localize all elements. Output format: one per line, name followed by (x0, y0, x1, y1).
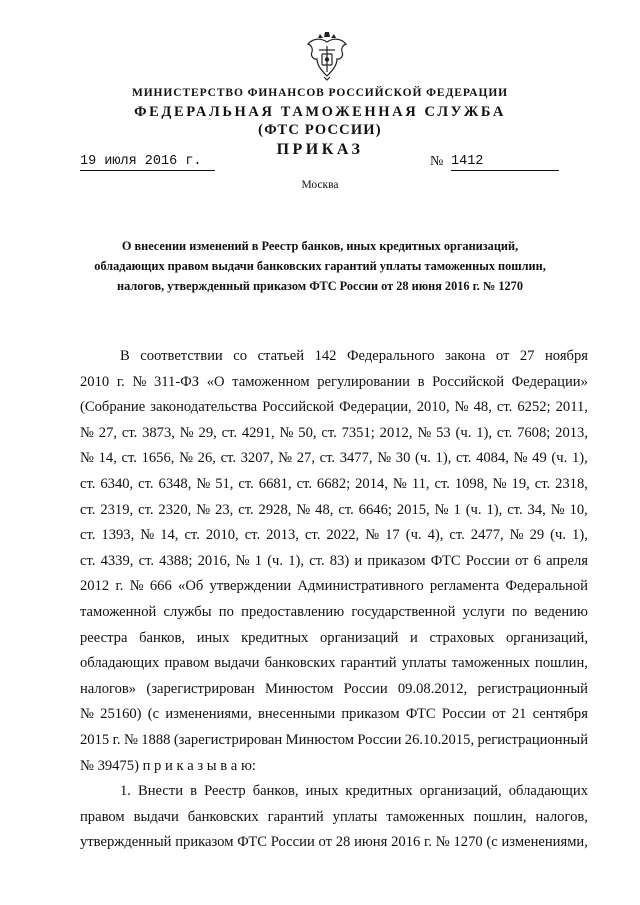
body-word: г. (116, 373, 125, 390)
body-word: по (218, 603, 234, 620)
body-word: налогов» (80, 680, 137, 697)
body-word: 48, (473, 399, 492, 416)
body-word: 27, (98, 424, 118, 441)
body-line (80, 574, 588, 600)
body-word: ст. (319, 450, 336, 467)
body-word: 1), (435, 450, 452, 467)
body-word: соответствии (140, 348, 223, 364)
body-word: организаций, (506, 629, 588, 646)
body-word: к (176, 757, 188, 774)
document-body (80, 344, 588, 856)
body-word: 26.10.2015, (404, 731, 475, 748)
body-word: и (354, 552, 363, 569)
body-word: 1 (254, 552, 263, 569)
body-word: ы (206, 757, 221, 774)
body-word: изменениями, (501, 834, 588, 851)
body-word: № (492, 475, 507, 492)
body-word: иных (196, 629, 230, 646)
body-line (80, 344, 588, 370)
body-word: банков, (252, 783, 299, 800)
title-line: налогов, утвержденный приказом ФТС России от 28 июня 2016 г. № 1270 (117, 279, 523, 293)
body-word: правом (80, 808, 125, 825)
body-word: 6681, (258, 475, 292, 492)
number-label: № (430, 154, 444, 169)
body-word: (зарегистрирован (173, 731, 283, 748)
body-line (80, 600, 588, 626)
body-word: со (233, 348, 248, 364)
body-word: ст. (304, 527, 321, 544)
body-word: 6252; (517, 399, 551, 416)
body-word: № (296, 501, 311, 518)
body-line (80, 626, 588, 652)
ministry-name: МИНИСТЕРСТВО ФИНАНСОВ РОССИЙСКОЙ ФЕДЕРАЦИИ (131, 87, 509, 99)
body-word: ст. (449, 527, 465, 544)
title-line: О внесении изменений в Реестр банков, иных кредитных организаций, (121, 239, 519, 253)
body-word: Реестр (204, 783, 246, 800)
body-word: 3873, (142, 424, 175, 441)
body-word: 2318, (555, 475, 588, 492)
body-word: налогов, (535, 808, 588, 825)
body-word: гарантий (267, 808, 324, 825)
body-word: обладающих (80, 655, 160, 672)
body-line (80, 779, 588, 805)
body-line (80, 728, 588, 754)
coat-of-arms-emblem (305, 32, 349, 82)
body-word: ст. (220, 450, 236, 467)
body-line (80, 549, 588, 575)
body-word: ст. (434, 475, 450, 492)
body-word: 26, (197, 450, 216, 467)
body-word: В (120, 348, 130, 364)
body-word: (зарегистрирован (146, 680, 255, 697)
body-word: г. (112, 731, 121, 748)
body-word: 2022, (326, 527, 360, 544)
body-word: уплаты (401, 655, 447, 672)
body-word: № (365, 527, 380, 544)
body-word: 1656, (141, 450, 175, 467)
body-line (80, 472, 588, 498)
body-word: закона (445, 348, 486, 364)
body-word: Административного (297, 578, 424, 595)
body-line (80, 805, 588, 831)
body-word: № (435, 834, 450, 851)
body-word: (ч. (465, 501, 482, 518)
body-word: 6682; (316, 475, 351, 492)
body-word: 2010, (416, 399, 450, 416)
body-word: «Об (178, 578, 204, 595)
body-word: 2319, (100, 501, 134, 518)
body-word: 27, (296, 450, 315, 467)
body-word: 4388; (159, 552, 193, 569)
body-word: в (417, 373, 425, 390)
body-word: страховых (429, 629, 495, 646)
body-word: 39475) (97, 757, 143, 774)
body-word: от (492, 706, 506, 723)
body-word: ст. (221, 424, 237, 441)
body-word: (ч. (415, 450, 431, 467)
body-line (80, 651, 588, 677)
body-word: 1), (288, 552, 305, 569)
body-word: № (417, 424, 432, 441)
body-word: обладающих (508, 783, 588, 800)
body-word: ст. (138, 501, 154, 518)
body-word: кредитных (241, 629, 309, 646)
order-number: 1412 (451, 154, 559, 171)
body-word: 25160) (100, 706, 142, 723)
body-word: и (165, 757, 177, 774)
body-word: ст. (321, 424, 337, 441)
body-word: Федерации» (511, 373, 588, 390)
body-word: в (220, 757, 231, 774)
body-word: ст. (121, 424, 138, 441)
body-word: ст. (80, 501, 96, 518)
body-word: № (377, 450, 392, 467)
city: Москва (301, 179, 339, 191)
body-word: № (80, 757, 98, 774)
body-word: 2010 (80, 373, 110, 390)
body-word: организаций (319, 629, 399, 646)
body-word: 4084, (476, 450, 509, 467)
body-word: 7351; (341, 424, 375, 441)
body-word: регистрационный (477, 680, 588, 697)
body-word: 53 (436, 424, 451, 441)
body-word: 6348, (158, 475, 192, 492)
body-word: № (80, 706, 94, 723)
body-word: (ч. (551, 450, 568, 467)
body-word: 1 (453, 501, 461, 518)
body-word: ноября (544, 348, 588, 364)
body-word: 1270 (453, 834, 483, 851)
body-word: № (278, 450, 293, 467)
body-word: а (230, 757, 241, 774)
document-title (0, 236, 640, 296)
body-word: Федеральной (505, 578, 588, 595)
body-word: гарантий (340, 655, 397, 672)
body-word: правом (164, 655, 210, 672)
body-word: 48, (315, 501, 334, 518)
body-word: 311-ФЗ (154, 373, 200, 390)
service-name: ФЕДЕРАЛЬНАЯ ТАМОЖЕННАЯ СЛУЖБА (134, 104, 506, 120)
body-word: сентября (532, 706, 588, 723)
body-word: ст. (138, 475, 154, 492)
body-word: (с (486, 834, 498, 851)
body-line (80, 395, 588, 421)
body-line (80, 498, 588, 524)
body-word: № (279, 424, 294, 441)
body-word: приказом (175, 834, 234, 851)
body-word: регистрационный (477, 731, 588, 748)
body-word: 09.08.2012, (397, 680, 468, 697)
body-word: июня (354, 834, 388, 851)
body-word: пошлин, (473, 808, 527, 825)
body-word: таможенных (451, 655, 530, 672)
body-word: 1), (476, 424, 493, 441)
body-word: изменениями, (165, 706, 252, 723)
body-word: № (179, 450, 193, 467)
body-word: России (441, 706, 486, 723)
body-word: пошлин, (535, 655, 588, 672)
body-word: 1098, (454, 475, 488, 492)
body-word: Российской (262, 399, 335, 416)
body-word: 666 (149, 578, 172, 595)
body-word: 34, (527, 501, 546, 518)
body-word: по (512, 603, 528, 620)
body-word: службы (163, 603, 212, 620)
body-word: 3207, (240, 450, 274, 467)
body-word: 1), (486, 501, 503, 518)
body-word: Российской (432, 373, 505, 390)
body-word: апреля (546, 552, 588, 569)
body-word: 2928, (258, 501, 292, 518)
body-word: № (509, 527, 524, 544)
body-word: 30 (395, 450, 411, 467)
body-word: (ч. (550, 527, 567, 544)
body-word: организаций, (419, 783, 502, 800)
body-word: 1393, (101, 527, 135, 544)
body-word: ст. (238, 475, 254, 492)
body-word: 23, (215, 501, 234, 518)
body-word: № (196, 501, 211, 518)
body-word: 11, (411, 475, 430, 492)
body-word: России (343, 680, 388, 697)
body-word: 29, (198, 424, 217, 441)
body-word: Внести (138, 783, 184, 800)
body-word: 10, (569, 501, 588, 518)
body-word: г. (115, 578, 124, 595)
body-word: ст. (534, 475, 551, 492)
body-word: 2015 (80, 731, 110, 748)
body-line (80, 421, 588, 447)
body-line (80, 370, 588, 396)
title-line: обладающих правом выдачи банковских гарантий уплаты таможенных пошлин, (94, 259, 546, 273)
body-word: 2013, (266, 527, 299, 544)
body-word: Федерального (347, 348, 435, 364)
body-word: ст. (138, 552, 154, 569)
body-word: № (392, 475, 407, 492)
body-word: а (187, 757, 198, 774)
body-line (80, 523, 588, 549)
body-word: (ч. (455, 424, 472, 441)
body-word: ст. (496, 424, 513, 441)
body-word: (с (147, 706, 160, 723)
body-word: 28 (335, 834, 351, 851)
body-word: 7608; (517, 424, 551, 441)
body-word: 2012 (80, 578, 110, 595)
body-word: п (142, 757, 155, 774)
body-word: ст. (80, 552, 96, 569)
body-word: р (154, 757, 165, 774)
body-word: 14, (98, 450, 117, 467)
body-line (80, 702, 588, 728)
body-word: 2016 (391, 834, 421, 851)
body-word: иных (305, 783, 339, 800)
body-word: 2320, (158, 501, 192, 518)
body-word: ст. (309, 552, 325, 569)
body-word: № (140, 527, 155, 544)
body-line (80, 830, 588, 856)
body-word: № (513, 450, 528, 467)
body-word: 19, (511, 475, 530, 492)
body-word: 3477, (339, 450, 373, 467)
body-word: ст. (80, 527, 96, 544)
document-type: ПРИКАЗ (276, 141, 364, 158)
body-word: 14, (160, 527, 179, 544)
body-word: ст. (296, 475, 312, 492)
body-word: 50, (298, 424, 317, 441)
body-word: 4339, (100, 552, 134, 569)
body-word: законодательства (150, 399, 258, 416)
body-word: 142 (314, 348, 337, 364)
body-word: приказом (341, 706, 400, 723)
body-word: таможенных (386, 808, 465, 825)
body-word: (Собрание (80, 399, 146, 416)
body-word: 51, (215, 475, 234, 492)
body-word: в (190, 783, 198, 800)
body-word: № (454, 399, 469, 416)
body-word: 6646; (358, 501, 392, 518)
service-abbreviation: (ФТС РОССИИ) (258, 122, 382, 138)
body-word: кредитных (345, 783, 413, 800)
body-word: 4291, (241, 424, 275, 441)
body-word: ст. (244, 527, 261, 544)
body-word: от (514, 552, 529, 569)
body-word: 2015, (396, 501, 430, 518)
body-word: Минюстом (264, 680, 334, 697)
body-word: выдачи (214, 655, 260, 672)
body-word: ст. (507, 501, 523, 518)
body-word: 1888 (141, 731, 171, 748)
body-word: ФТС (237, 834, 268, 851)
body-word: 1), (571, 450, 588, 467)
body-word: ведению (534, 603, 588, 620)
body-word: ФТС (430, 552, 461, 569)
body-word: 4), (427, 527, 444, 544)
body-word: 2010, (205, 527, 239, 544)
body-word: «О (206, 373, 225, 390)
body-word: внесенными (257, 706, 336, 723)
body-word: 2014, (355, 475, 388, 492)
body-word: регламента (429, 578, 500, 595)
body-word: 29 (529, 527, 545, 544)
body-word: № (129, 578, 144, 595)
body-word: банковских (187, 808, 259, 825)
body-word: банковских (264, 655, 336, 672)
body-word: 21 (511, 706, 527, 723)
body-word: № (80, 450, 94, 467)
order-date: 19 июля 2016 г. (80, 154, 215, 171)
body-word: № (434, 501, 449, 518)
body-word: 1. (120, 783, 131, 800)
body-word: государственной (351, 603, 456, 620)
body-word: 49 (532, 450, 547, 467)
body-word: предоставлению (241, 603, 345, 620)
body-word: Федерации, (339, 399, 412, 416)
body-word: России (357, 731, 402, 748)
body-word: утверждении (209, 578, 292, 595)
body-word: 83) (329, 552, 350, 569)
body-word: регулировании (317, 373, 410, 390)
body-word: 2011, (555, 399, 588, 416)
body-word: № (179, 424, 194, 441)
body-word: ю: (240, 757, 256, 774)
body-word: 2013, (555, 424, 588, 441)
body-word: 27 (519, 348, 535, 364)
body-word: таможенной (80, 603, 157, 620)
body-word: № (550, 501, 565, 518)
body-word: № (196, 475, 211, 492)
body-word: (ч. (405, 527, 422, 544)
body-line (80, 754, 588, 780)
body-word: 2012, (379, 424, 413, 441)
body-word: ст. (238, 501, 254, 518)
body-word: утвержденный (80, 834, 172, 851)
body-word: № (123, 731, 138, 748)
body-word: 6 (533, 552, 541, 569)
body-word: 2016, (197, 552, 231, 569)
body-word: г. (424, 834, 433, 851)
body-word: № (132, 373, 147, 390)
body-word: приказом (367, 552, 426, 569)
body-word: России (465, 552, 510, 569)
body-word: 1), (572, 527, 588, 544)
body-word: 2477, (470, 527, 504, 544)
body-word: 6340, (100, 475, 134, 492)
body-word: банков, (139, 629, 186, 646)
body-word: от (318, 834, 332, 851)
body-word: ст. (121, 450, 137, 467)
body-word: ст. (184, 527, 200, 544)
body-word: ст. (456, 450, 472, 467)
body-word: (ч. (267, 552, 284, 569)
body-word: таможенном (232, 373, 310, 390)
body-word: ст. (496, 399, 513, 416)
body-word: № (80, 424, 94, 441)
body-word: России (270, 834, 315, 851)
body-word: реестра (80, 629, 128, 646)
body-word: статьей (257, 348, 305, 364)
body-word: ст. (338, 501, 354, 518)
body-word: ст. (80, 475, 96, 492)
body-word: и (410, 629, 418, 646)
body-line (80, 446, 588, 472)
body-word: № (235, 552, 250, 569)
body-word: 17 (385, 527, 400, 544)
body-word: ФТС (405, 706, 436, 723)
body-word: выдачи (133, 808, 179, 825)
body-word: з (197, 757, 207, 774)
body-word: уплаты (332, 808, 378, 825)
body-line (80, 677, 588, 703)
body-word: услуги (462, 603, 505, 620)
body-word: Минюстом (285, 731, 355, 748)
body-word: от (495, 348, 510, 364)
